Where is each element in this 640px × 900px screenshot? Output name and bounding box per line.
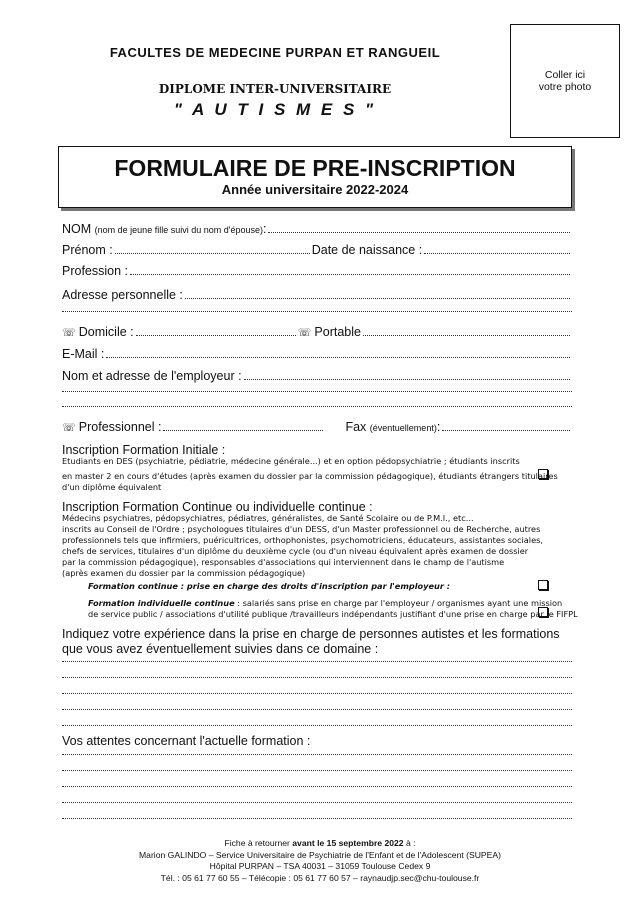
option-individuelle-text: : salariés sans prise en charge par l'employeur / organismes ayant une mission <box>234 598 563 608</box>
colon: : <box>262 222 267 236</box>
attentes-question: Vos attentes concernant l'actuelle formation : <box>62 734 311 748</box>
footer-deadline: avant le 15 septembre 2022 <box>292 838 404 848</box>
experience-line[interactable] <box>62 676 572 678</box>
footer-contact: Marion GALINDO – Service Universitaire de Psychiatrie de l'Enfant et de l'Adolescent (SUPEA) <box>139 849 501 860</box>
footer-suffix: à : <box>403 838 416 848</box>
option-individuelle-bold: Formation individuelle continue <box>88 598 235 608</box>
pro-phone-row[interactable] <box>62 420 572 434</box>
employeur-field[interactable] <box>62 369 572 383</box>
continue-title: Inscription Formation Continue ou individuelle continue : <box>62 500 373 514</box>
email-label: E-Mail : <box>62 347 105 361</box>
attentes-line[interactable] <box>62 785 572 787</box>
initiale-title: Inscription Formation Initiale : <box>62 443 226 457</box>
profession-field[interactable] <box>62 264 572 278</box>
option-individuelle-label <box>88 598 562 609</box>
initiale-line: d'un diplôme équivalent <box>62 482 162 492</box>
option-individuelle-line2: de service public / associations d'utilité publique /travailleurs indépendants justifiant d'une prise en charge par le FIFPL <box>88 609 578 619</box>
profession-label: Profession : <box>62 264 129 278</box>
initiale-checkbox[interactable] <box>538 469 548 479</box>
portable-label: Portable <box>314 325 361 339</box>
fax-label: Fax <box>345 420 367 434</box>
footer-phone-email: Tél. : 05 61 77 60 55 – Télécopie : 05 61 77 60 57 – raynaudjp.sec@chu-toulouse.fr <box>160 872 480 883</box>
experience-line[interactable] <box>62 692 572 694</box>
prenom-label: Prénom : <box>62 243 113 257</box>
prenom-row[interactable] <box>62 243 572 257</box>
initiale-line: en master 2 en cours d'études (après examen du dossier par la commission pédagogique), étudiants étrangers titulaires <box>62 471 558 481</box>
footer <box>0 838 640 884</box>
colon: : <box>436 420 441 434</box>
photo-box-text: Coller ici <box>544 69 586 81</box>
attentes-line[interactable] <box>62 817 572 819</box>
footer-address: Hôpital PURPAN – TSA 40031 – 31059 Toulouse Cedex 9 <box>209 861 431 871</box>
program-name: " A U T I S M E S " <box>173 100 377 119</box>
continue-line: Médecins psychiatres, pédopsychiatres, pédiatres, généralistes, de Santé Scolaire ou de P.M.I., etc... <box>62 513 474 523</box>
continue-line: inscrits au Conseil de l'Ordre ; psychologues titulaires d'un DESS, d'un Master professionnel ou de Recherche, autres <box>62 524 541 534</box>
nom-field[interactable] <box>62 222 572 236</box>
academic-year: Année universitaire 2022-2024 <box>221 182 409 197</box>
adresse-label: Adresse personnelle : <box>62 288 183 302</box>
footer-prefix: Fiche à retourner <box>224 838 293 848</box>
title-box <box>58 146 572 208</box>
telephone-icon: ☏ <box>297 327 312 339</box>
professionnel-label: Professionnel : <box>78 420 162 434</box>
continue-line: professionnels tels que infirmiers, puéricultrices, orthophonistes, psychomotriciens, éducateurs, assistantes sociales, <box>62 535 543 545</box>
option-individuelle-checkbox[interactable] <box>538 607 548 617</box>
experience-line[interactable] <box>62 660 572 662</box>
faculty-heading: FACULTES DE MEDECINE PURPAN ET RANGUEIL <box>109 45 441 60</box>
telephone-icon: ☏ <box>62 422 76 434</box>
experience-line[interactable] <box>62 724 572 726</box>
experience-line[interactable] <box>62 708 572 710</box>
diploma-heading: DIPLOME INTER-UNIVERSITAIRE <box>158 82 392 96</box>
domicile-label: Domicile : <box>78 325 134 339</box>
email-field[interactable] <box>62 347 572 361</box>
telephone-icon: ☏ <box>62 327 76 339</box>
form-title: FORMULAIRE DE PRE-INSCRIPTION <box>114 155 516 181</box>
attentes-line[interactable] <box>62 769 572 771</box>
attentes-line[interactable] <box>62 753 572 755</box>
continue-line: par la commission pédagogique), responsables d'associations qui interviennent dans le champ de l'autisme <box>62 557 505 567</box>
initiale-line: Etudiants en DES (psychiatrie, pédiatrie, médecine générale...) et en option pédopsychiatrie ; étudiants inscrits <box>62 456 520 466</box>
birthdate-label: Date de naissance : <box>311 243 423 257</box>
photo-box-text: votre photo <box>538 81 592 93</box>
nom-label: NOM <box>62 222 92 236</box>
nom-hint: (nom de jeune fille suivi du nom d'épouse) <box>94 225 263 235</box>
attentes-line[interactable] <box>62 801 572 803</box>
adresse-field[interactable] <box>62 288 572 302</box>
phone-row[interactable] <box>62 325 572 339</box>
experience-question: Indiquez votre expérience dans la prise en charge de personnes autistes et les formations que vous avez éventuellement suivies dans ce domaine : <box>62 627 560 656</box>
employeur-line[interactable] <box>62 405 572 407</box>
photo-box <box>510 24 620 138</box>
option-employeur-checkbox[interactable] <box>538 580 548 590</box>
continue-line: chefs de services, titulaires d'un diplôme du deuxième cycle (ou d'un niveau équivalent après examen de dossier <box>62 546 529 556</box>
adresse-line[interactable] <box>62 310 572 312</box>
continue-line: (après examen du dossier par la commission pédagogique) <box>62 568 306 578</box>
fax-hint: (éventuellement) <box>369 423 437 433</box>
option-employeur-label: Formation continue : prise en charge des droits d'inscription par l'employeur : <box>88 581 451 591</box>
employeur-line[interactable] <box>62 390 572 392</box>
employeur-label: Nom et adresse de l'employeur : <box>62 369 242 383</box>
